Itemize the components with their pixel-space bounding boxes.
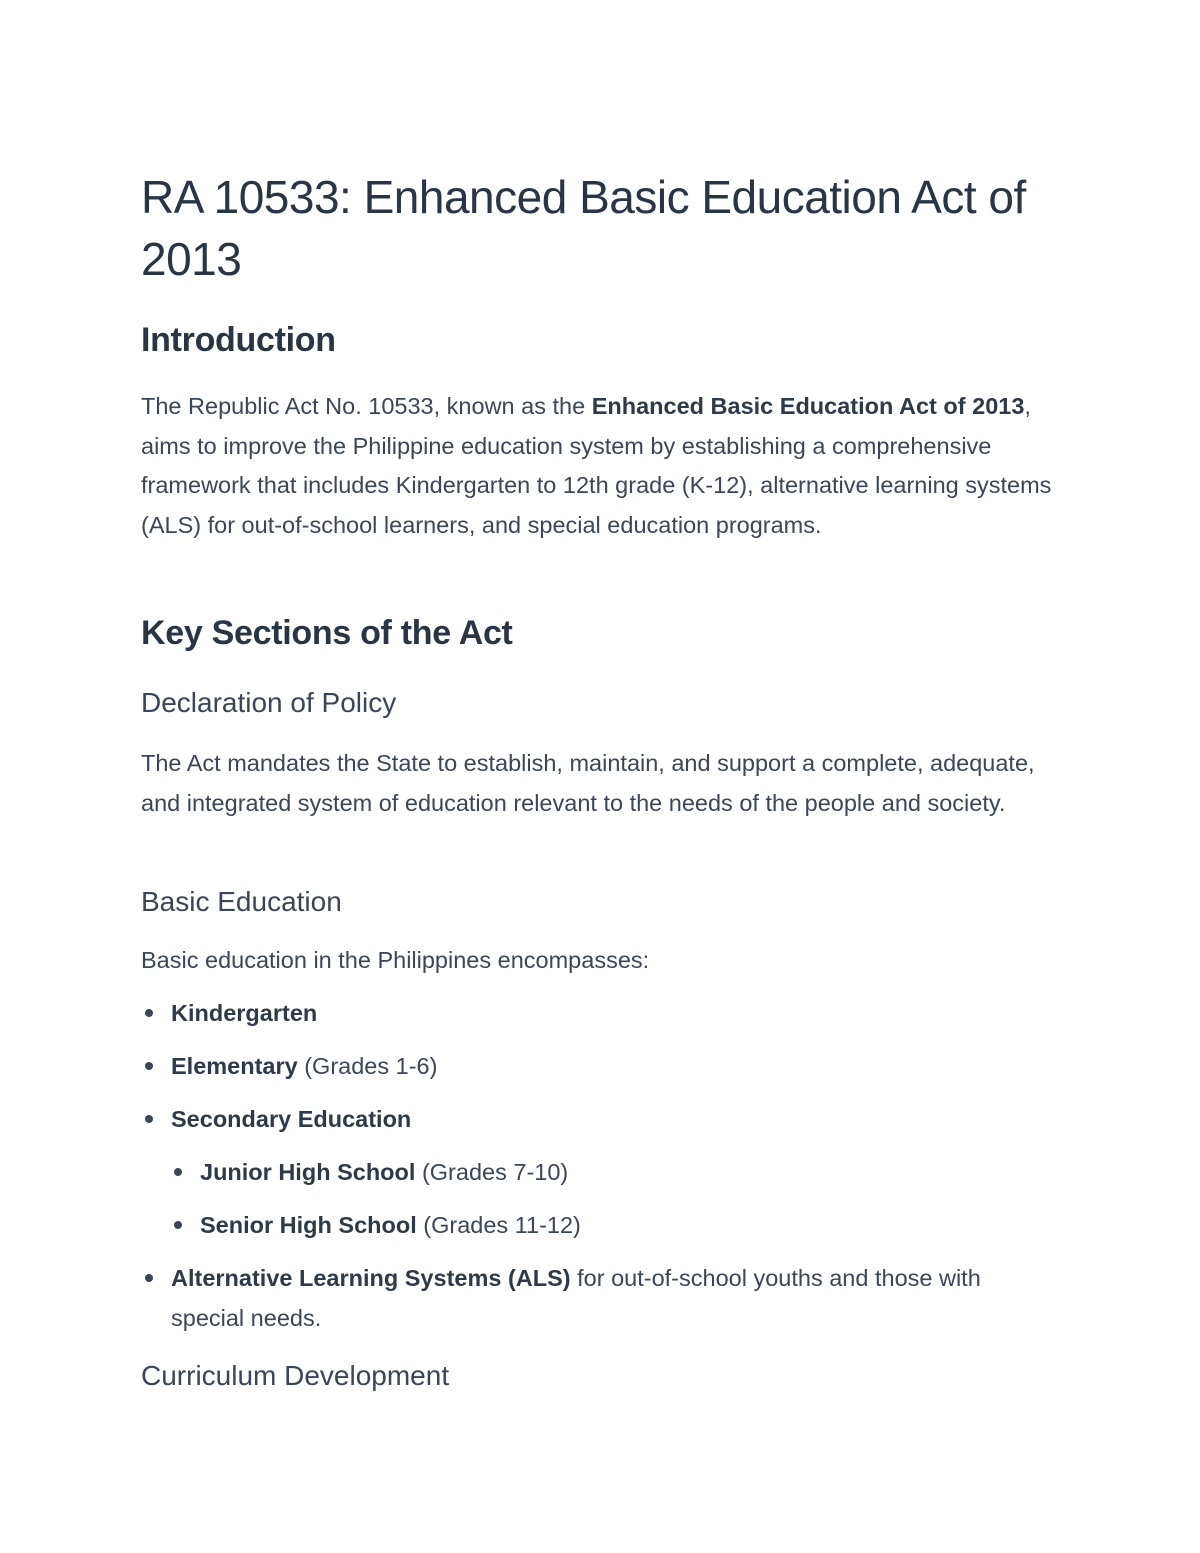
act-name-bold: Enhanced Basic Education Act of 2013 (591, 393, 1025, 419)
list-item (171, 1099, 411, 1139)
introduction-paragraph (141, 387, 1056, 546)
introduction-text-suffix: , aims to improve the Philippine education system by establishing a comprehensive framework that includes Kindergarten to 12th grade (K-12), alternative learning systems (ALS) for out-of-school learners, and special education programs. (141, 393, 1052, 539)
bullet-icon (145, 1274, 153, 1282)
list-item-text: (Grades 1-6) (297, 1053, 438, 1079)
key-sections-heading: Key Sections of the Act (141, 614, 513, 652)
declaration-paragraph: The Act mandates the State to establish, maintain, and support a complete, adequate, and integrated system of education relevant to the needs of the people and society. (141, 750, 1035, 816)
bullet-icon (174, 1221, 182, 1229)
declaration-of-policy-heading: Declaration of Policy (141, 687, 397, 718)
basic-education-heading: Basic Education (141, 886, 342, 917)
curriculum-development-heading: Curriculum Development (141, 1360, 450, 1391)
list-item-bold: Senior High School (200, 1212, 417, 1238)
list-item-bold: Secondary Education (171, 1106, 412, 1132)
document-title: RA 10533: Enhanced Basic Education Act of 2013 (141, 171, 1026, 285)
bullet-icon (145, 1062, 153, 1070)
list-item (200, 1152, 568, 1192)
list-item-text: (Grades 7-10) (415, 1159, 569, 1185)
basic-education-intro: Basic education in the Philippines encompasses: (141, 947, 650, 973)
list-item (200, 1205, 581, 1245)
list-item-bold: Alternative Learning Systems (ALS) (171, 1265, 571, 1291)
list-item-text: (Grades 11-12) (416, 1212, 581, 1238)
list-item (171, 993, 317, 1033)
introduction-heading: Introduction (141, 321, 336, 359)
list-item (171, 1046, 437, 1086)
list-item-bold: Elementary (171, 1053, 298, 1079)
list-item-text: for out-of-school youths and those with special needs. (171, 1265, 981, 1331)
list-item-bold: Junior High School (200, 1159, 416, 1185)
list-item-bold: Kindergarten (171, 1000, 318, 1026)
bullet-icon (174, 1168, 182, 1176)
introduction-text-prefix: The Republic Act No. 10533, known as the (141, 393, 592, 419)
list-item (171, 1258, 1031, 1338)
bullet-icon (145, 1009, 153, 1017)
bullet-icon (145, 1115, 153, 1123)
